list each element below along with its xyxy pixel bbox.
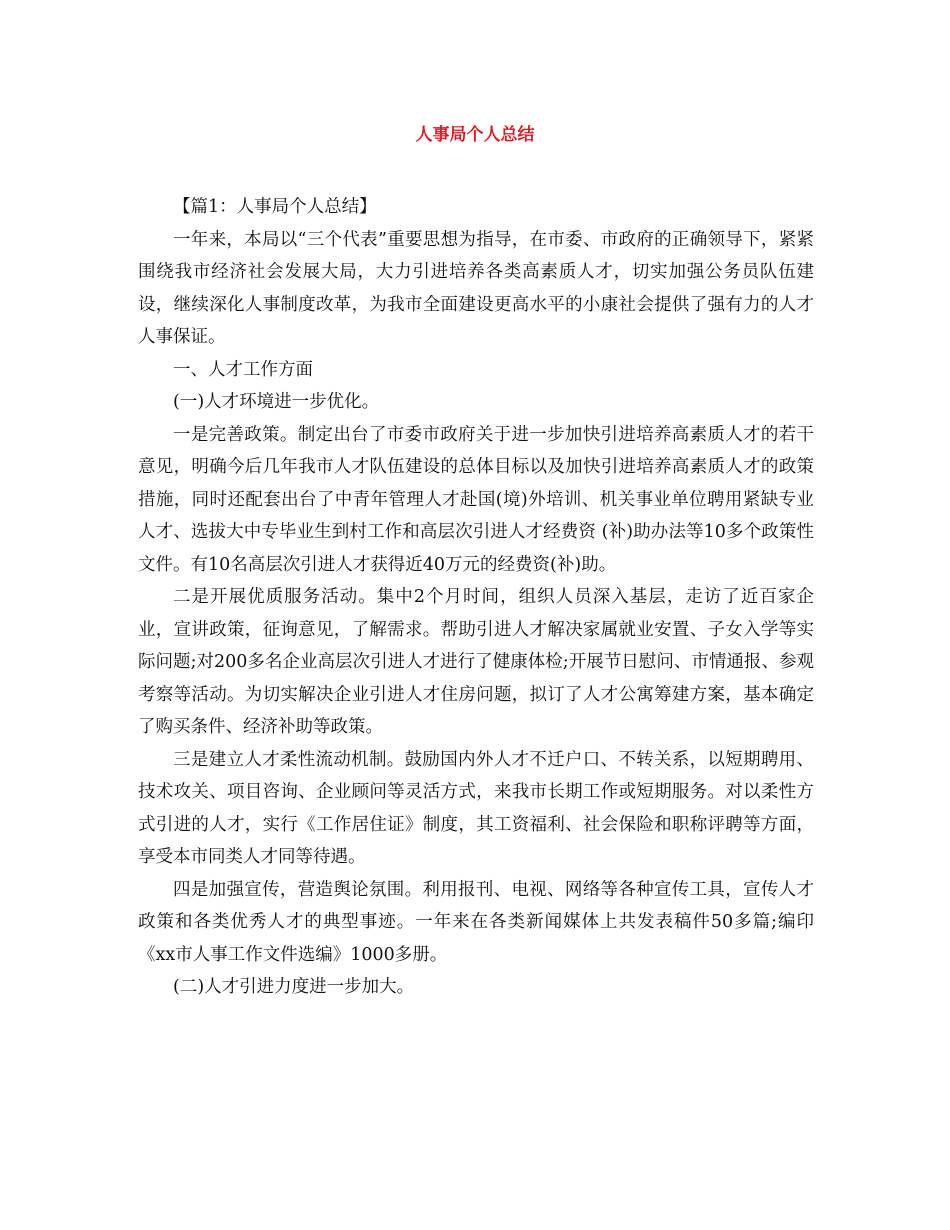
paragraph-publicity: 四是加强宣传，营造舆论氛围。利用报刊、电视、网络等各种宣传工具，宣传人才政策和各类优秀人才的典型事迹。一年来在各类新闻媒体上共发表稿件50多篇;编印《xx市人事工作文件选编》1000多册。 (138, 879, 814, 965)
section-heading-talent-work: 一、人才工作方面 (173, 359, 313, 380)
paragraph-service: 二是开展优质服务活动。集中2个月时间，组织人员深入基层，走访了近百家企业，宣讲政策，征询意见，了解需求。帮助引进人才解决家属就业安置、子女入学等实际问题;对200多名企业高层次引进人才进行了健康体检;开展节日慰问、市情通报、参观考察等活动。为切实解决企业引进人才住房问题，拟订了人才公寓筹建方案，基本确定了购买条件、经济补助等政策。 (138, 587, 814, 737)
section-heading-part1: 【篇1：人事局个人总结】 (173, 197, 377, 217)
paragraph-flexible-mechanism: 三是建立人才柔性流动机制。鼓励国内外人才不迁户口、不转关系，以短期聘用、技术攻关、项目咨询、企业顾问等灵活方式，来我市长期工作或短期服务。对以柔性方式引进的人才，实行《工作居住证》制度，其工资福利、社会保险和职称评聘等方面，享受本市同类人才同等待遇。 (138, 749, 814, 867)
paragraph-policy: 一是完善政策。制定出台了市委市政府关于进一步加快引进培养高素质人才的若干意见，明确今后几年我市人才队伍建设的总体目标以及加快引进培养高素质人才的政策措施，同时还配套出台了中青年管理人才赴国(境)外培训、机关事业单位聘用紧缺专业人才、选拔大中专毕业生到村工作和高层次引进人才经费资 (补)助办法等10多个政策性文件。有10名高层次引进人才获得近40万元的经费资(补)助。 (138, 424, 814, 575)
subsection-heading-environment: (一)人才环境进一步优化。 (173, 392, 380, 412)
document-body (138, 191, 814, 1004)
paragraph-intro: 一年来，本局以“三个代表”重要思想为指导，在市委、市政府的正确领导下，紧紧围绕我市经济社会发展大局，大力引进培养各类高素质人才，切实加强公务员队伍建设，继续深化人事制度改革，为我市全面建设更高水平的小康社会提供了强有力的人才人事保证。 (138, 229, 814, 347)
document-title: 人事局个人总结 (415, 125, 535, 145)
subsection-heading-introduction: (二)人才引进力度进一步加大。 (173, 977, 415, 997)
